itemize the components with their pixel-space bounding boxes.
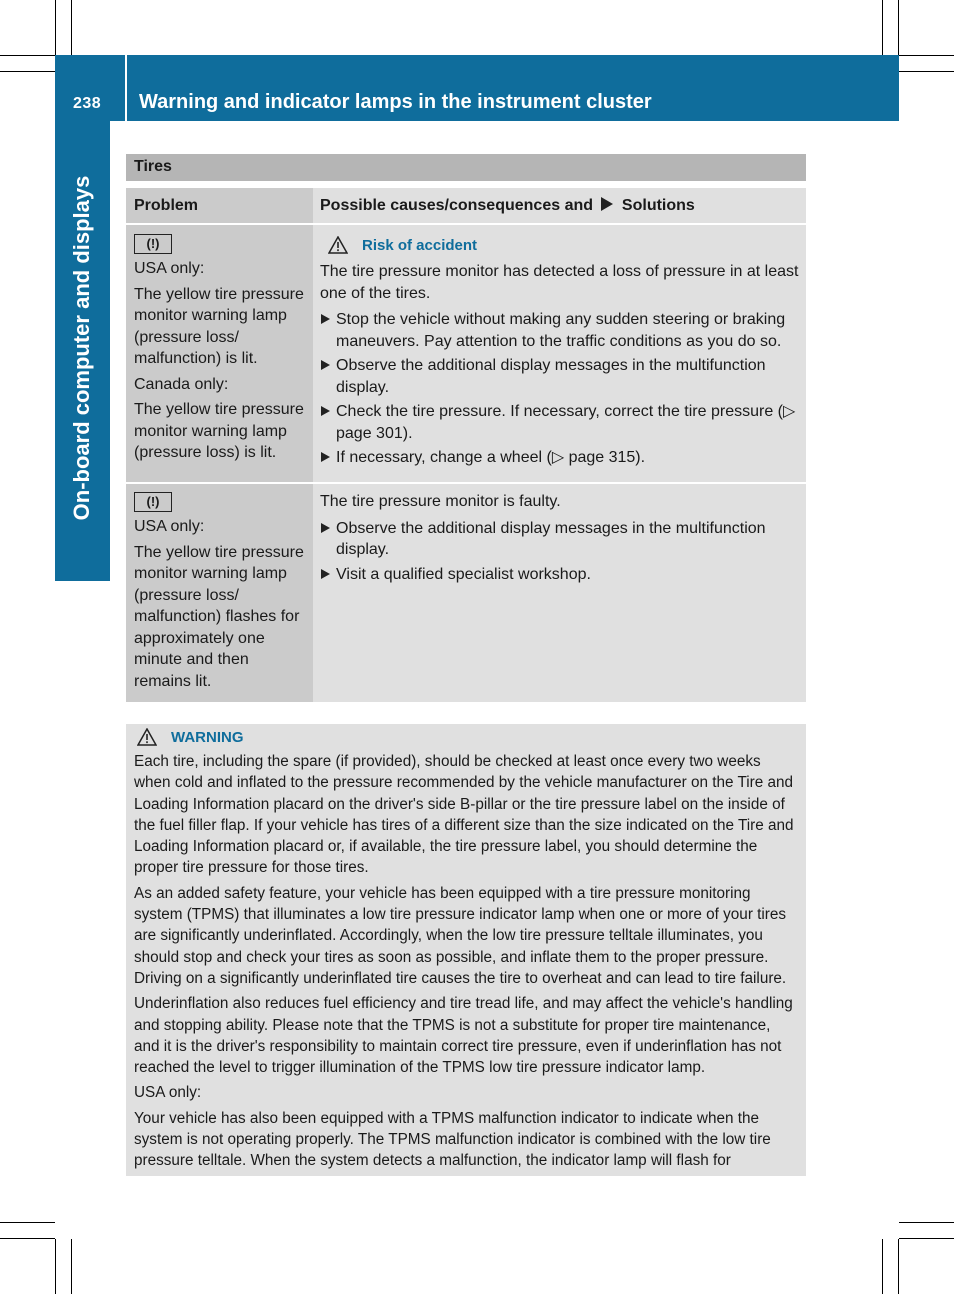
problem-text: Canada only: — [134, 375, 229, 393]
warning-heading — [134, 728, 798, 746]
tire-pressure-warning-lamp-icon: (!) — [134, 492, 172, 512]
crop-mark — [55, 1239, 56, 1294]
warning-triangle-icon — [137, 728, 157, 746]
chapter-title: Warning and indicator lamps in the instrument cluster — [139, 91, 652, 113]
bullet-arrow-icon — [321, 523, 330, 533]
crop-mark — [899, 55, 954, 56]
crop-mark — [55, 0, 56, 55]
table-header-row — [126, 188, 806, 223]
problem-text: USA only: — [134, 260, 205, 277]
crop-mark — [0, 55, 55, 56]
list-item: Observe the additional display messages in the multifunction display. — [320, 518, 799, 561]
list-item: If necessary, change a wheel (▷ page 315). — [320, 447, 799, 469]
problem-text: The yellow tire pressure monitor warning lamp (pressure loss/ malfunction) is lit. — [134, 285, 304, 367]
problem-text: The yellow tire pressure monitor warning lamp (pressure loss/ malfunction) flashes for approximately one minute and then remains lit. — [134, 543, 304, 690]
table-row — [126, 225, 806, 482]
list-item: Visit a qualified specialist workshop. — [320, 564, 799, 586]
header-divider — [125, 55, 127, 121]
warning-paragraph: As an added safety feature, your vehicle has been equipped with a tire pressure monitoring system (TPMS) that illuminates a low tire pressure indicator lamp when one or more of your tires are significantly underinflated. Accordingly, when the low tire pressure telltale illuminates, you should stop and check your tires as soon as possible, and inflate them to the proper pressure. Driving on a significantly underinflated tire causes the tire to overheat and can lead to tire failure. — [134, 884, 787, 987]
solutions-cell — [313, 484, 806, 702]
crop-mark — [0, 1222, 55, 1223]
risk-warning-heading — [320, 236, 799, 254]
arrow-right-icon — [600, 197, 614, 211]
page-number: 238 — [73, 95, 102, 112]
column-header-solutions-suffix: Solutions — [621, 197, 695, 214]
cause-text: The tire pressure monitor is faulty. — [320, 493, 561, 510]
tire-pressure-warning-lamp-icon: (!) — [134, 234, 172, 254]
tires-table — [126, 188, 806, 702]
crop-mark — [898, 0, 899, 55]
risk-warning-label: Risk of accident — [362, 236, 478, 254]
solutions-cell — [313, 225, 806, 482]
list-item: Observe the additional display messages in the multifunction display. — [320, 355, 799, 398]
warning-paragraph: USA only: — [134, 1084, 202, 1102]
section-title: Tires — [126, 154, 806, 181]
crop-mark — [71, 1239, 72, 1294]
crop-mark — [898, 1239, 899, 1294]
bullet-arrow-icon — [321, 569, 330, 579]
problem-cell — [126, 484, 313, 702]
page-header — [55, 55, 899, 121]
table-row — [126, 484, 806, 702]
solution-steps — [320, 309, 799, 469]
column-header-solutions-prefix: Possible causes/consequences and — [320, 197, 594, 214]
warning-triangle-icon — [328, 236, 348, 254]
side-tab-label: On-board computer and displays — [69, 175, 94, 521]
crop-mark — [899, 1238, 954, 1239]
problem-cell — [126, 225, 313, 482]
warning-label: WARNING — [171, 728, 244, 746]
solution-steps — [320, 518, 799, 586]
bullet-arrow-icon — [321, 452, 330, 462]
column-header-problem: Problem — [126, 188, 313, 223]
list-item: Stop the vehicle without making any sudden steering or braking maneuvers. Pay attention to the traffic conditions as you do so. — [320, 309, 799, 352]
warning-paragraph: Each tire, including the spare (if provided), should be checked at least once every two weeks when cold and inflated to the pressure recommended by the vehicle manufacturer on the Tire and Loading Information placard on the driver's side B-pillar or the tire pressure label on the inside of the fuel filler flap. If your vehicle has tires of a different size than the size indicated on the Tire and Loading Information placard or, if available, the tire pressure label, you should determine the proper tire pressure for those tires. — [134, 753, 794, 877]
crop-mark — [0, 71, 55, 72]
cause-text: The tire pressure monitor has detected a loss of pressure in at least one of the tires. — [320, 263, 799, 302]
warning-paragraph: Underinflation also reduces fuel efficiency and tire tread life, and may affect the vehicle's handling and stopping ability. Please note that the TPMS is not a substitute for proper tire maintenance, and it is the driver's responsibility to maintain correct tire pressure, even if underinflation has not reached the level to trigger illumination of the TPMS low tire pressure indicator lamp. — [134, 995, 793, 1077]
crop-mark — [882, 0, 883, 55]
bullet-arrow-icon — [321, 406, 330, 416]
crop-mark — [0, 1238, 55, 1239]
crop-mark — [71, 0, 72, 55]
warning-paragraph: Your vehicle has also been equipped with a TPMS malfunction indicator to indicate when the system is not operating properly. The TPMS malfunction indicator is combined with the low tire pressure telltale. When the system detects a malfunction, the indicator lamp will flash for — [134, 1109, 771, 1170]
bullet-arrow-icon — [321, 314, 330, 324]
bullet-arrow-icon — [321, 360, 330, 370]
problem-text: USA only: — [134, 518, 205, 535]
problem-text: The yellow tire pressure monitor warning lamp (pressure loss) is lit. — [134, 401, 304, 461]
column-header-solutions — [313, 188, 806, 223]
list-item: Check the tire pressure. If necessary, correct the tire pressure (▷ page 301). — [320, 401, 799, 444]
warning-box — [126, 724, 806, 1176]
crop-mark — [899, 1222, 954, 1223]
crop-mark — [882, 1239, 883, 1294]
crop-mark — [899, 71, 954, 72]
